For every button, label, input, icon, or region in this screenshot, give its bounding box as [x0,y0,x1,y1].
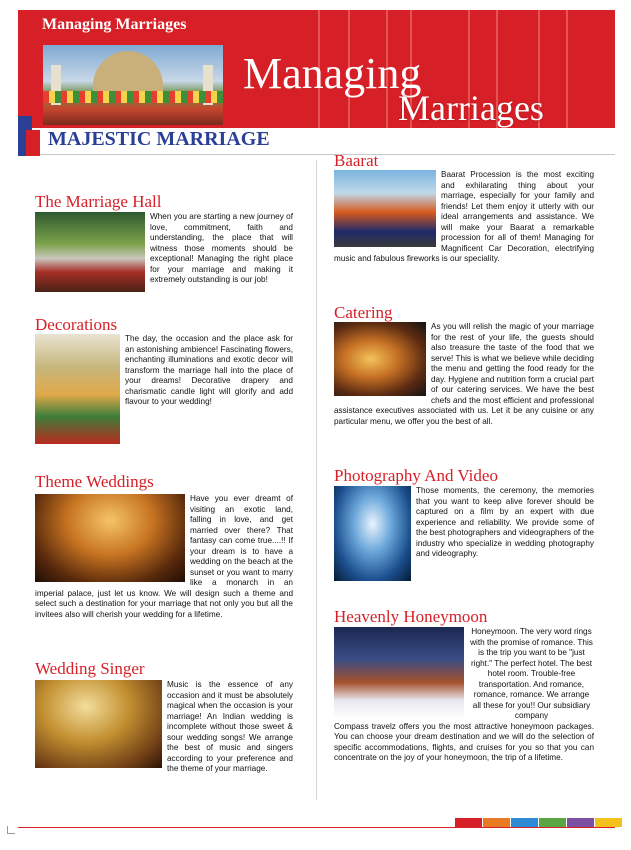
catering-article [334,322,594,427]
header-banner [18,10,615,128]
decorations-heading: Decorations [35,315,118,334]
column-divider [316,160,317,800]
header-small-title: Managing Marriages [42,16,187,33]
footer-color-bar [595,818,622,827]
footer-color-bar [483,818,510,827]
marriage-hall-photo [35,212,145,292]
photography-text: Those moments, the ceremony, the memories that you want to keep alive forever should be captured on a film by an expert with due experience and reliability. We provide some of the best photographers and videographers of the industry who specialize in wedding photography and videography. [416,486,594,558]
footer-color-bar [511,818,538,827]
honeymoon-text-rest: Compass travelz offers you the most attractive honeymoon packages. You can choose your dream destination and we will do the selection of specific accommodations, flights, and cruises for you so that you can concentrate on the joy of your honeymoon, the trip of a lifetime. [334,721,594,762]
decorations-photo [35,334,120,444]
theme-weddings-text: Have you ever dreamt of visiting an exotic land, falling in love, and get married over there? That fantasy can come true....!! If your dream is to have a wedding on the beach at the sunset or you want to marry like a monarch in an imperial palace, just let us know. We will design such a theme and select such a destination for your marriage that not only you but all the invitees also will cherish your wedding for a lifetime. [35,494,293,619]
wedding-singer-heading: Wedding Singer [35,659,145,678]
theme-weddings-article [35,494,293,620]
catering-text: As you will relish the magic of your marriage for the rest of your life, the guests should also treasure the taste of the food that we serve! This is what we believe while deciding the menu and getting the food ready for the day. Hygiene and nutrition form a crucial part of our catering services. We have the best chefs and the most efficient and professional assistance executives associated with us. Let it be any cuisine or any particular menu, we offer you the best of all. [334,322,594,426]
header-big-title-line1: Managing [243,49,422,98]
photography-photo [334,486,411,581]
footer-color-bar [539,818,566,827]
wedding-singer-article [35,680,293,775]
wedding-singer-text: Music is the essence of any occasion and it must be absolutely magical when the occasion is your marriage! An Indian wedding is incomplete without those sweet & sour wedding songs! We arrange the best of music and singers according to your preference and the theme of your marriage. [167,680,293,773]
honeymoon-photo [334,627,464,719]
baarat-heading: Baarat [334,151,379,170]
photography-article [334,486,594,583]
baarat-article [334,170,594,265]
marriage-hall-text: When you are starting a new journey of love, commitment, faith and understanding, the place that will witness those moments should be exceptional! Managing the right place for your marriage and making it extremely outstanding is our job! [150,212,293,284]
footer-color-bar [455,818,482,827]
footer-rule [18,827,615,828]
honeymoon-text-intro: Honeymoon. The very word rings with the promise of romance. This is the trip you want to be "just right." The perfect hotel. The best hotel room. Trouble-free transportation. And romance, romance, romance. We arrange all these for you!! Our subsidiary company [470,627,593,720]
photography-heading: Photography And Video [334,466,498,485]
baarat-text: Baarat Procession is the most exciting and exhilarating thing about your marriage, especially for your family and friends! Let them enjoy it utterly with our ideal arrangements and assistance. We will make your Baarat a remarkable procession for all of them! Managing for Magnificent Car Decoration, electrifying music and fabulous fireworks is our speciality. [334,170,594,263]
theme-weddings-heading: Theme Weddings [35,472,154,491]
marriage-hall-article [35,212,293,294]
crop-mark [7,826,15,834]
palace-venue-photo [43,45,223,125]
footer-color-bar [567,818,594,827]
theme-weddings-photo [35,494,185,582]
baarat-photo [334,170,436,247]
section-title: MAJESTIC MARRIAGE [48,128,270,150]
divider [40,154,615,155]
header-big-title-line2: Marriages [398,88,544,128]
marriage-hall-heading: The Marriage Hall [35,192,162,211]
honeymoon-article [334,627,594,764]
catering-photo [334,322,426,396]
honeymoon-heading: Heavenly Honeymoon [334,607,488,626]
decorations-text: The day, the occasion and the place ask for an astonishing ambience! Fascinating flowers, enchanting illuminations and exotic decor will transform the marriage hall into the place of your dreams! Decorative drapery and charismatic candle light will glorify and add flavour to your wedding! [125,334,293,406]
accent-block-red [26,130,40,156]
catering-heading: Catering [334,303,393,322]
decorations-article [35,334,293,446]
wedding-singer-photo [35,680,162,768]
